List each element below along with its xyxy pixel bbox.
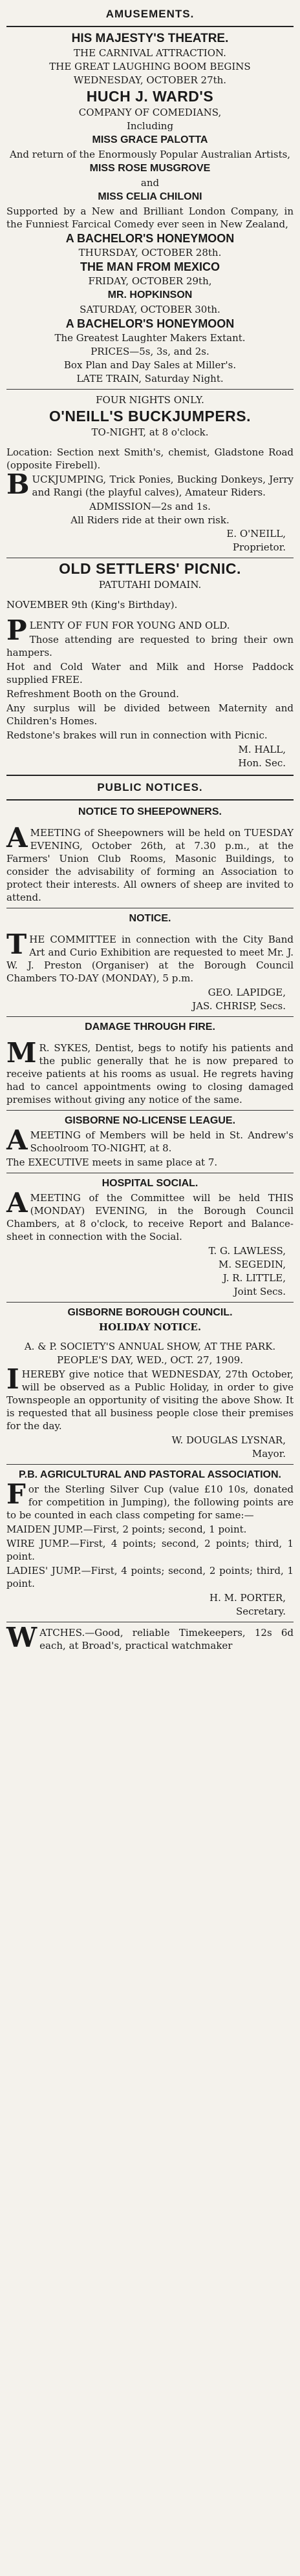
divider	[6, 1464, 294, 1465]
play-title: A BACHELOR'S HONEYMOON	[65, 317, 235, 330]
borough-line: PEOPLE'S DAY, WED., OCT. 27, 1909.	[56, 1354, 244, 1366]
fire-body: MR. SYKES, Dentist, begs to notify his patients and the public generally that he is now prepared to receive patients at his rooms as usual. He regrets having had to cancel appointments owing to closing damaged premises without giving any notice of the same.	[6, 1037, 294, 1105]
borough-title: GISBORNE BOROUGH COUNCIL.	[67, 1307, 233, 1318]
amusements-line: Including	[126, 120, 174, 132]
amusements-line: COMPANY OF COMEDIANS,	[78, 107, 222, 118]
amusements-line: THURSDAY, OCTOBER 28th.	[78, 247, 222, 258]
company-name: HUCH J. WARD'S	[86, 88, 214, 105]
signature: H. M. PORTER,	[209, 1592, 286, 1604]
play-title: A BACHELOR'S HONEYMOON	[65, 232, 235, 245]
amusements-line: WEDNESDAY, OCTOBER 27th.	[73, 74, 227, 86]
notice-title: NOTICE.	[129, 913, 171, 924]
signature: E. O'NEILL,	[226, 528, 286, 539]
sheepowners-title: NOTICE TO SHEEPOWNERS.	[78, 806, 222, 817]
theatre-title: HIS MAJESTY'S THEATRE.	[71, 32, 229, 45]
picnic-line: Redstone's brakes will run in connection with Picnic.	[6, 729, 268, 741]
amusements-line: Supported by a New and Brilliant London Company, in the Funniest Farcical Comedy ever seen in New Zealand,	[6, 205, 294, 230]
amusements-line: LATE TRAIN, Saturday Night.	[76, 373, 224, 384]
signature: M. HALL,	[238, 744, 286, 755]
divider	[6, 1016, 294, 1017]
picnic-title: OLD SETTLERS' PICNIC.	[59, 560, 241, 577]
buckjumpers-line: All Riders ride at their own risk.	[70, 514, 230, 526]
amusements-line: THE CARNIVAL ATTRACTION.	[74, 47, 226, 59]
watches-body: WATCHES.—Good, reliable Timekeepers, 12s 6d each, at Broad's, practical watchmaker	[6, 1622, 294, 1653]
pb-title: P.B. AGRICULTURAL AND PASTORAL ASSOCIATION.	[19, 1469, 281, 1480]
buckjumpers-title: O'NEILL'S BUCKJUMPERS.	[48, 408, 252, 424]
buckjumpers-line: FOUR NIGHTS ONLY.	[96, 394, 204, 406]
buckjumpers-line: BUCKJUMPING, Trick Ponies, Bucking Donkeys, Jerry and Rangi (the playful calves), Amateur Riders.	[6, 468, 294, 500]
signature: Joint Secs.	[233, 1286, 286, 1297]
pb-line: LADIES' JUMP.—First, 4 points; second, 2 points; third, 1 point.	[6, 1565, 294, 1589]
divider	[6, 799, 294, 801]
performer-name: MISS GRACE PALOTTA	[92, 134, 208, 145]
signature: Mayor.	[252, 1448, 286, 1460]
divider	[6, 1110, 294, 1111]
buckjumpers-line: ADMISSION—2s and 1s.	[89, 501, 211, 512]
amusements-line: and	[140, 177, 160, 189]
amusements-line: PRICES—5s, 3s, and 2s.	[91, 346, 209, 357]
signature: JAS. CHRISP, Secs.	[192, 1000, 286, 1012]
amusements-line: The Greatest Laughter Makers Extant.	[54, 332, 246, 344]
amusements-line: And return of the Enormously Popular Australian Artists,	[9, 149, 291, 160]
signature: T. G. LAWLESS,	[208, 1245, 286, 1257]
signature: W. DOUGLAS LYSNAR,	[171, 1434, 286, 1446]
amusements-line: THE GREAT LAUGHING BOOM BEGINS	[49, 61, 251, 72]
borough-body: IHEREBY give notice that WEDNESDAY, 27th October, will be observed as a Public Holiday, in order to give Townspeople an opportunity of visiting the above Show. It is requested that all business people close their premises for the day.	[6, 1363, 294, 1432]
buckjumpers-line: TO-NIGHT, at 8 o'clock.	[91, 426, 209, 438]
divider	[6, 389, 294, 390]
signature: Hon. Sec.	[238, 757, 286, 769]
signature: M. SEGEDIN,	[219, 1259, 286, 1270]
pb-line: MAIDEN JUMP.—First, 2 points; second, 1 point.	[6, 1524, 247, 1535]
picnic-line: Those attending are requested to bring their own hampers.	[6, 634, 294, 658]
performer-name: MISS CELIA CHILONI	[98, 191, 202, 202]
signature: Proprietor.	[232, 541, 286, 553]
picnic-line: NOVEMBER 9th (King's Birthday).	[6, 599, 178, 611]
hospital-title: HOSPITAL SOCIAL.	[102, 1178, 198, 1189]
divider	[6, 775, 294, 776]
picnic-line: PLENTY OF FUN FOR YOUNG AND OLD.	[6, 614, 230, 646]
play-title: THE MAN FROM MEXICO	[80, 260, 220, 273]
play-title: MR. HOPKINSON	[107, 289, 193, 300]
amusements-line: SATURDAY, OCTOBER 30th.	[80, 304, 220, 315]
divider	[6, 26, 294, 27]
pb-line: WIRE JUMP.—First, 4 points; second, 2 points; third, 1 point.	[6, 1538, 294, 1562]
public-notices-heading: PUBLIC NOTICES.	[97, 781, 203, 793]
amusements-line: FRIDAY, OCTOBER 29th,	[88, 275, 212, 287]
picnic-line: Any surplus will be divided between Maternity and Children's Homes.	[6, 702, 294, 727]
amusements-line: Box Plan and Day Sales at Miller's.	[63, 359, 237, 371]
borough-line: HOLIDAY NOTICE.	[98, 1321, 202, 1333]
sheepowners-body: AMEETING of Sheepowners will be held on TUESDAY EVENING, October 26th, at 7.30 p.m., at the Farmers' Union Club Rooms, Masonic Buildings, to consider the advisability of forming an Association to protect their interests. All owners of sheep are invited to attend.	[6, 822, 294, 903]
picnic-line: PATUTAHI DOMAIN.	[98, 579, 202, 591]
fire-title: DAMAGE THROUGH FIRE.	[85, 1021, 215, 1032]
notice-body: THE COMMITTEE in connection with the City Band Art and Curio Exhibition are requested to meet Mr. J. W. J. Preston (Organiser) at the Borough Council Chambers TO-DAY (MONDAY), 5 p.m.	[6, 928, 294, 984]
nolicense-title: GISBORNE NO-LICENSE LEAGUE.	[64, 1115, 236, 1126]
signature: J. R. LITTLE,	[222, 1272, 286, 1284]
picnic-line: Hot and Cold Water and Milk and Horse Paddock supplied FREE.	[6, 661, 294, 686]
picnic-line: Refreshment Booth on the Ground.	[6, 688, 179, 700]
signature: Secretary.	[236, 1606, 286, 1617]
performer-name: MISS ROSE MUSGROVE	[89, 163, 211, 174]
amusements-heading: AMUSEMENTS.	[105, 8, 195, 20]
signature: GEO. LAPIDGE,	[208, 987, 286, 998]
nolicense-body: AMEETING of Members will be held in St. Andrew's Schoolroom TO-NIGHT, at 8.	[6, 1124, 294, 1156]
hospital-body: AMEETING of the Committee will be held THIS (MONDAY) EVENING, in the Borough Council Chambers, at 8 o'clock, to receive Report and Balance-sheet in connection with the Social.	[6, 1187, 294, 1242]
pb-body: For the Sterling Silver Cup (value £10 10s, donated for competition in Jumping), the following points are to be counted in each class competing for same:—	[6, 1478, 294, 1521]
borough-line: A. & P. SOCIETY'S ANNUAL SHOW, AT THE PARK.	[24, 1341, 276, 1352]
buckjumpers-line: Location: Section next Smith's, chemist, Gladstone Road (opposite Firebell).	[6, 446, 294, 471]
divider	[6, 1302, 294, 1303]
nolicense-line: The EXECUTIVE meets in same place at 7.	[6, 1157, 218, 1168]
